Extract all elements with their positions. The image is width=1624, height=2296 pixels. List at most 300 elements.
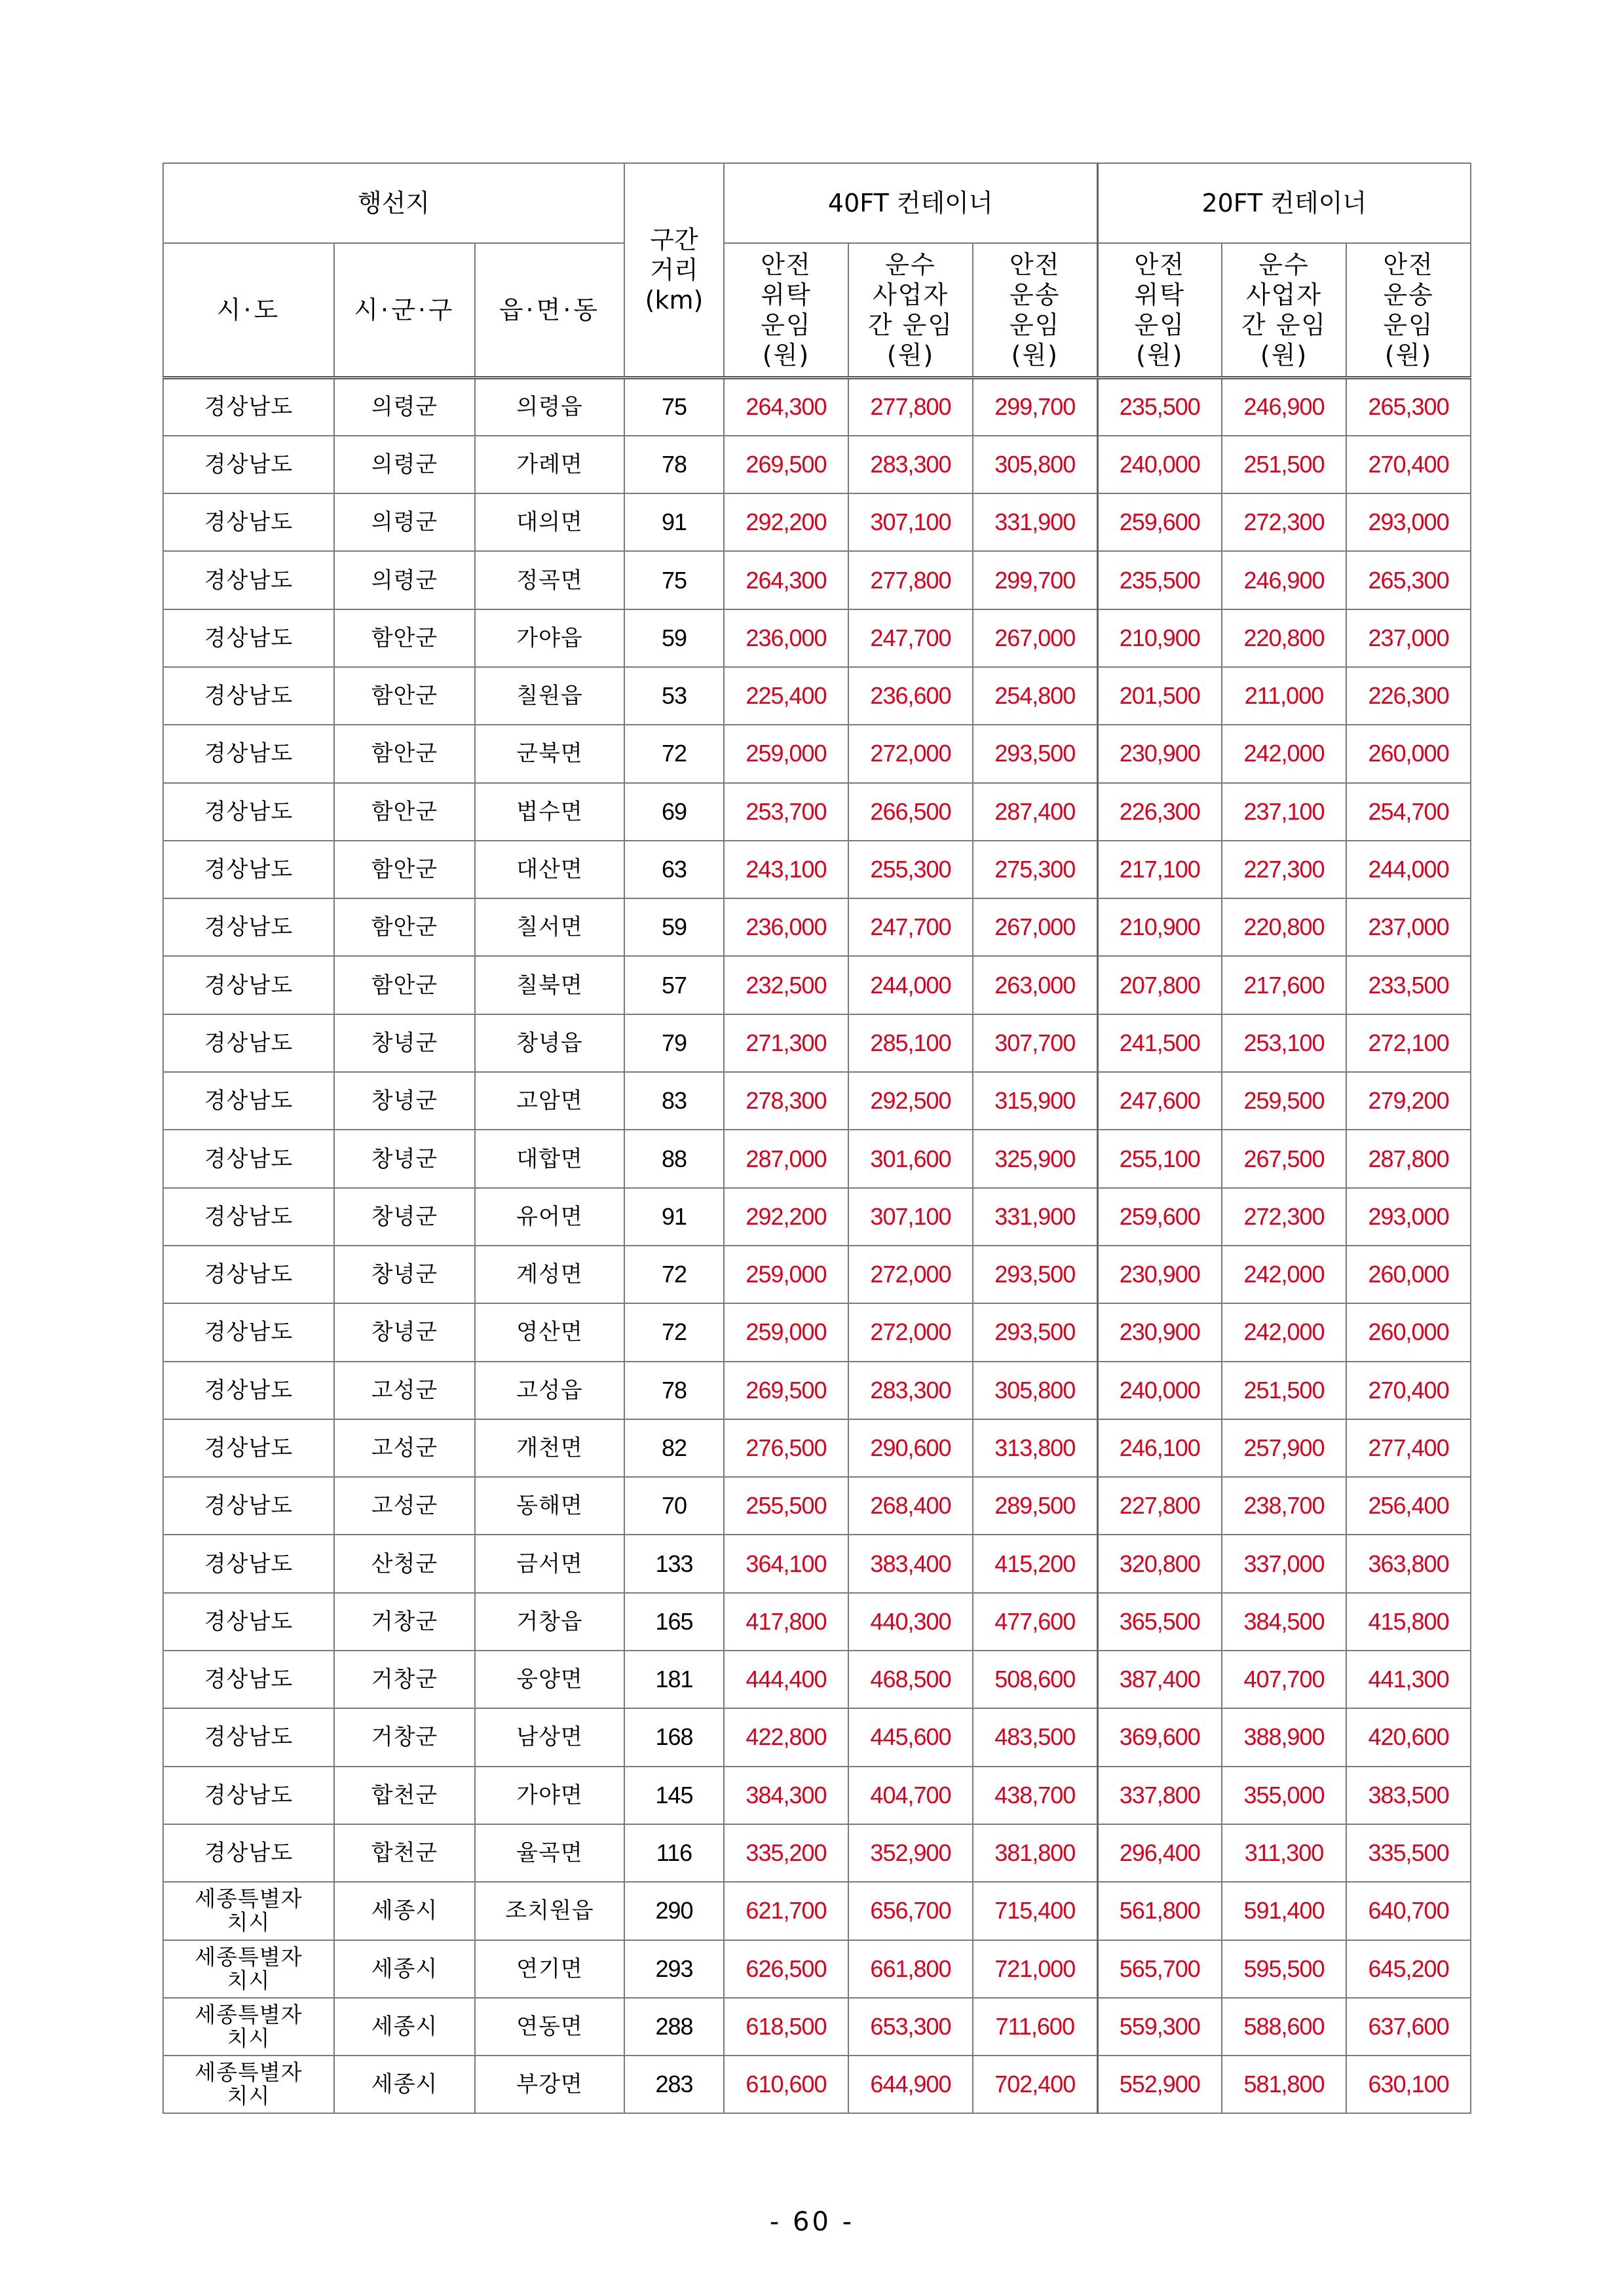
- table-row: [163, 1882, 1471, 1940]
- eupmyeondong-cell: 의령읍: [475, 378, 624, 436]
- ft40-safe-consign-cell: 278,300: [724, 1072, 848, 1130]
- distance-cell: 91: [624, 1188, 724, 1246]
- eupmyeondong-cell: 칠원읍: [475, 667, 624, 725]
- ft20-safe-transport-cell: 260,000: [1346, 1303, 1471, 1361]
- eupmyeondong-cell: 대산면: [475, 841, 624, 898]
- ft40-carrier-cell: 661,800: [848, 1940, 973, 1998]
- table-row: [163, 1824, 1471, 1882]
- eupmyeondong-cell: 부강면: [475, 2056, 624, 2113]
- page-number: - 60 -: [769, 2207, 855, 2237]
- sido-cell: 경상남도: [163, 551, 334, 609]
- sigungu-cell: 함안군: [334, 841, 475, 898]
- ft20-carrier-cell: 257,900: [1222, 1419, 1346, 1477]
- ft20-carrier-cell: 355,000: [1222, 1767, 1346, 1824]
- ft40-safe-consign-cell: 232,500: [724, 956, 848, 1014]
- ft20-carrier-cell: 242,000: [1222, 725, 1346, 782]
- sigungu-cell: 의령군: [334, 436, 475, 493]
- distance-cell: 91: [624, 493, 724, 551]
- distance-cell: 116: [624, 1824, 724, 1882]
- ft20-safe-consign-cell: 296,400: [1097, 1824, 1222, 1882]
- eupmyeondong-cell: 계성면: [475, 1246, 624, 1303]
- ft40-carrier-header: 운수 사업자 간 운임 (원): [848, 243, 973, 378]
- sido-cell: 경상남도: [163, 1651, 334, 1708]
- ft20-carrier-header: 운수 사업자 간 운임 (원): [1222, 243, 1346, 378]
- distance-cell: 72: [624, 1303, 724, 1361]
- ft20-safe-consign-cell: 230,900: [1097, 1246, 1222, 1303]
- ft40-carrier-cell: 292,500: [848, 1072, 973, 1130]
- sigungu-cell: 거창군: [334, 1708, 475, 1766]
- table-row: [163, 1708, 1471, 1766]
- distance-cell: 293: [624, 1940, 724, 1998]
- eupmyeondong-cell: 칠서면: [475, 898, 624, 956]
- ft40-safe-consign-cell: 335,200: [724, 1824, 848, 1882]
- ft40-safe-consign-cell: 384,300: [724, 1767, 848, 1824]
- ft20-carrier-cell: 238,700: [1222, 1477, 1346, 1535]
- distance-cell: 82: [624, 1419, 724, 1477]
- eupmyeondong-cell: 가야면: [475, 1767, 624, 1824]
- sido-cell: 세종특별자 치시: [163, 1998, 334, 2056]
- distance-cell: 70: [624, 1477, 724, 1535]
- ft20-header: 20FT 컨테이너: [1097, 163, 1471, 243]
- ft40-safe-transport-cell: 483,500: [973, 1708, 1097, 1766]
- ft40-safe-transport-cell: 293,500: [973, 1246, 1097, 1303]
- sigungu-cell: 함안군: [334, 609, 475, 667]
- ft20-safe-transport-cell: 640,700: [1346, 1882, 1471, 1940]
- table-row: [163, 1998, 1471, 2056]
- ft20-safe-transport-cell: 226,300: [1346, 667, 1471, 725]
- ft20-carrier-cell: 220,800: [1222, 898, 1346, 956]
- table-row: [163, 551, 1471, 609]
- ft20-carrier-cell: 384,500: [1222, 1593, 1346, 1651]
- ft20-safe-transport-cell: 256,400: [1346, 1477, 1471, 1535]
- ft20-safe-consign-cell: 246,100: [1097, 1419, 1222, 1477]
- table-row: [163, 783, 1471, 841]
- ft40-safe-transport-cell: 293,500: [973, 725, 1097, 782]
- ft20-safe-transport-cell: 363,800: [1346, 1535, 1471, 1592]
- sigungu-cell: 의령군: [334, 378, 475, 436]
- sido-cell: 경상남도: [163, 1767, 334, 1824]
- sigungu-cell: 고성군: [334, 1477, 475, 1535]
- eupmyeondong-cell: 남상면: [475, 1708, 624, 1766]
- eupmyeondong-cell: 영산면: [475, 1303, 624, 1361]
- sigungu-cell: 세종시: [334, 2056, 475, 2113]
- ft20-carrier-cell: 337,000: [1222, 1535, 1346, 1592]
- distance-header: 구간 거리 (km): [624, 163, 724, 378]
- table-row: [163, 1303, 1471, 1361]
- ft40-safe-transport-cell: 299,700: [973, 551, 1097, 609]
- table-row: [163, 725, 1471, 782]
- sigungu-cell: 합천군: [334, 1824, 475, 1882]
- sido-cell: 경상남도: [163, 1072, 334, 1130]
- sido-header: 시·도: [163, 243, 334, 378]
- table-row: [163, 2056, 1471, 2113]
- ft20-safe-consign-cell: 227,800: [1097, 1477, 1222, 1535]
- ft40-safe-consign-cell: 422,800: [724, 1708, 848, 1766]
- ft20-carrier-cell: 259,500: [1222, 1072, 1346, 1130]
- ft40-safe-consign-cell: 225,400: [724, 667, 848, 725]
- ft20-safe-transport-cell: 233,500: [1346, 956, 1471, 1014]
- table-header: [163, 163, 1471, 378]
- sido-cell: 경상남도: [163, 1188, 334, 1246]
- ft40-safe-consign-cell: 269,500: [724, 436, 848, 493]
- table-row: [163, 1130, 1471, 1187]
- ft40-carrier-cell: 268,400: [848, 1477, 973, 1535]
- ft40-safe-transport-cell: 315,900: [973, 1072, 1097, 1130]
- ft40-safe-consign-cell: 417,800: [724, 1593, 848, 1651]
- table-row: [163, 667, 1471, 725]
- distance-cell: 69: [624, 783, 724, 841]
- sigungu-cell: 함안군: [334, 667, 475, 725]
- ft20-safe-transport-cell: 237,000: [1346, 898, 1471, 956]
- table-row: [163, 436, 1471, 493]
- ft40-safe-consign-cell: 243,100: [724, 841, 848, 898]
- sido-cell: 경상남도: [163, 1535, 334, 1592]
- sido-cell: 경상남도: [163, 1824, 334, 1882]
- sigungu-cell: 거창군: [334, 1593, 475, 1651]
- sigungu-cell: 창녕군: [334, 1072, 475, 1130]
- ft40-carrier-cell: 352,900: [848, 1824, 973, 1882]
- ft40-carrier-cell: 404,700: [848, 1767, 973, 1824]
- table-row: [163, 493, 1471, 551]
- ft20-safe-consign-cell: 230,900: [1097, 725, 1222, 782]
- ft20-carrier-cell: 237,100: [1222, 783, 1346, 841]
- eupmyeondong-cell: 창녕읍: [475, 1014, 624, 1072]
- sido-cell: 세종특별자 치시: [163, 2056, 334, 2113]
- ft40-safe-consign-cell: 259,000: [724, 1303, 848, 1361]
- ft40-safe-transport-cell: 313,800: [973, 1419, 1097, 1477]
- distance-cell: 88: [624, 1130, 724, 1187]
- ft20-carrier-cell: 217,600: [1222, 956, 1346, 1014]
- eupmyeondong-cell: 고암면: [475, 1072, 624, 1130]
- ft20-safe-transport-cell: 293,000: [1346, 1188, 1471, 1246]
- eupmyeondong-cell: 정곡면: [475, 551, 624, 609]
- eupmyeondong-cell: 칠북면: [475, 956, 624, 1014]
- distance-cell: 72: [624, 725, 724, 782]
- ft20-safe-transport-cell: 254,700: [1346, 783, 1471, 841]
- ft40-carrier-cell: 307,100: [848, 493, 973, 551]
- ft40-carrier-cell: 440,300: [848, 1593, 973, 1651]
- sido-cell: 경상남도: [163, 1303, 334, 1361]
- ft40-safe-transport-cell: 415,200: [973, 1535, 1097, 1592]
- ft20-safe-transport-cell: 383,500: [1346, 1767, 1471, 1824]
- sigungu-cell: 의령군: [334, 551, 475, 609]
- ft40-safe-transport-cell: 299,700: [973, 378, 1097, 436]
- ft40-header: 40FT 컨테이너: [724, 163, 1097, 243]
- ft40-safe-transport-cell: 721,000: [973, 1940, 1097, 1998]
- ft20-safe-consign-cell: 226,300: [1097, 783, 1222, 841]
- ft40-safe-consign-cell: 271,300: [724, 1014, 848, 1072]
- ft20-carrier-cell: 246,900: [1222, 378, 1346, 436]
- ft40-carrier-cell: 272,000: [848, 1303, 973, 1361]
- ft40-safe-consign-cell: 287,000: [724, 1130, 848, 1187]
- ft20-carrier-cell: 591,400: [1222, 1882, 1346, 1940]
- table-body: [163, 378, 1471, 2114]
- eupmyeondong-cell: 율곡면: [475, 1824, 624, 1882]
- ft40-safe-transport-cell: 289,500: [973, 1477, 1097, 1535]
- sigungu-cell: 창녕군: [334, 1246, 475, 1303]
- ft40-safe-transport-header: 안전 운송 운임 (원): [973, 243, 1097, 378]
- sigungu-cell: 함안군: [334, 898, 475, 956]
- ft40-carrier-cell: 290,600: [848, 1419, 973, 1477]
- ft40-carrier-cell: 272,000: [848, 725, 973, 782]
- ft20-safe-consign-cell: 247,600: [1097, 1072, 1222, 1130]
- ft20-safe-consign-cell: 240,000: [1097, 1362, 1222, 1419]
- ft40-safe-consign-cell: 364,100: [724, 1535, 848, 1592]
- sido-cell: 경상남도: [163, 1014, 334, 1072]
- ft40-safe-transport-cell: 267,000: [973, 609, 1097, 667]
- ft40-carrier-cell: 656,700: [848, 1882, 973, 1940]
- table-row: [163, 956, 1471, 1014]
- ft40-carrier-cell: 307,100: [848, 1188, 973, 1246]
- ft40-carrier-cell: 277,800: [848, 378, 973, 436]
- ft20-safe-consign-cell: 235,500: [1097, 378, 1222, 436]
- sigungu-cell: 산청군: [334, 1535, 475, 1592]
- table-row: [163, 1419, 1471, 1477]
- ft20-safe-consign-cell: 369,600: [1097, 1708, 1222, 1766]
- ft20-carrier-cell: 253,100: [1222, 1014, 1346, 1072]
- distance-cell: 57: [624, 956, 724, 1014]
- ft20-safe-transport-cell: 237,000: [1346, 609, 1471, 667]
- ft40-carrier-cell: 644,900: [848, 2056, 973, 2113]
- ft20-carrier-cell: 407,700: [1222, 1651, 1346, 1708]
- ft40-safe-transport-cell: 267,000: [973, 898, 1097, 956]
- sigungu-cell: 함안군: [334, 725, 475, 782]
- ft20-safe-transport-cell: 265,300: [1346, 378, 1471, 436]
- distance-cell: 63: [624, 841, 724, 898]
- ft40-safe-consign-cell: 264,300: [724, 378, 848, 436]
- ft40-safe-consign-cell: 610,600: [724, 2056, 848, 2113]
- sigungu-header: 시·군·구: [334, 243, 475, 378]
- ft20-safe-consign-cell: 320,800: [1097, 1535, 1222, 1592]
- ft40-safe-transport-cell: 325,900: [973, 1130, 1097, 1187]
- ft40-safe-transport-cell: 293,500: [973, 1303, 1097, 1361]
- ft20-safe-transport-cell: 272,100: [1346, 1014, 1471, 1072]
- sido-cell: 경상남도: [163, 436, 334, 493]
- sigungu-cell: 창녕군: [334, 1303, 475, 1361]
- ft20-carrier-cell: 311,300: [1222, 1824, 1346, 1882]
- ft40-carrier-cell: 383,400: [848, 1535, 973, 1592]
- ft40-carrier-cell: 272,000: [848, 1246, 973, 1303]
- ft40-safe-consign-cell: 292,200: [724, 493, 848, 551]
- sido-cell: 경상남도: [163, 956, 334, 1014]
- sido-cell: 경상남도: [163, 609, 334, 667]
- eupmyeondong-cell: 거창읍: [475, 1593, 624, 1651]
- destination-header: 행선지: [163, 163, 624, 243]
- ft20-carrier-cell: 251,500: [1222, 1362, 1346, 1419]
- ft20-safe-transport-cell: 335,500: [1346, 1824, 1471, 1882]
- sigungu-cell: 함안군: [334, 956, 475, 1014]
- ft40-safe-consign-cell: 276,500: [724, 1419, 848, 1477]
- ft20-carrier-cell: 581,800: [1222, 2056, 1346, 2113]
- ft20-carrier-cell: 272,300: [1222, 493, 1346, 551]
- ft20-safe-transport-cell: 645,200: [1346, 1940, 1471, 1998]
- ft20-safe-consign-cell: 230,900: [1097, 1303, 1222, 1361]
- sigungu-cell: 고성군: [334, 1419, 475, 1477]
- table-row: [163, 1477, 1471, 1535]
- sido-cell: 경상남도: [163, 1708, 334, 1766]
- table-row: [163, 1188, 1471, 1246]
- freight-rate-table: [162, 163, 1471, 2114]
- table-row: [163, 1362, 1471, 1419]
- ft40-safe-consign-cell: 269,500: [724, 1362, 848, 1419]
- eupmyeondong-header: 읍·면·동: [475, 243, 624, 378]
- ft20-carrier-cell: 588,600: [1222, 1998, 1346, 2056]
- sido-cell: 경상남도: [163, 1419, 334, 1477]
- distance-cell: 181: [624, 1651, 724, 1708]
- ft20-carrier-cell: 242,000: [1222, 1246, 1346, 1303]
- ft20-safe-transport-cell: 244,000: [1346, 841, 1471, 898]
- table-row: [163, 1014, 1471, 1072]
- sido-cell: 경상남도: [163, 783, 334, 841]
- table-row: [163, 841, 1471, 898]
- sigungu-cell: 세종시: [334, 1998, 475, 2056]
- ft20-safe-consign-cell: 201,500: [1097, 667, 1222, 725]
- distance-cell: 288: [624, 1998, 724, 2056]
- sido-cell: 경상남도: [163, 493, 334, 551]
- ft40-safe-consign-cell: 626,500: [724, 1940, 848, 1998]
- distance-cell: 59: [624, 898, 724, 956]
- distance-cell: 133: [624, 1535, 724, 1592]
- table-row: [163, 1072, 1471, 1130]
- table-row: [163, 1593, 1471, 1651]
- ft20-carrier-cell: 595,500: [1222, 1940, 1346, 1998]
- ft20-carrier-cell: 220,800: [1222, 609, 1346, 667]
- ft40-safe-consign-cell: 444,400: [724, 1651, 848, 1708]
- eupmyeondong-cell: 조치원읍: [475, 1882, 624, 1940]
- ft20-safe-consign-cell: 387,400: [1097, 1651, 1222, 1708]
- ft20-carrier-cell: 267,500: [1222, 1130, 1346, 1187]
- ft40-carrier-cell: 277,800: [848, 551, 973, 609]
- sigungu-cell: 세종시: [334, 1940, 475, 1998]
- ft20-safe-consign-cell: 210,900: [1097, 898, 1222, 956]
- sido-cell: 경상남도: [163, 1362, 334, 1419]
- eupmyeondong-cell: 고성읍: [475, 1362, 624, 1419]
- ft40-carrier-cell: 283,300: [848, 436, 973, 493]
- ft40-safe-consign-cell: 255,500: [724, 1477, 848, 1535]
- ft40-safe-consign-cell: 259,000: [724, 725, 848, 782]
- ft20-safe-transport-cell: 270,400: [1346, 1362, 1471, 1419]
- ft40-safe-transport-cell: 331,900: [973, 1188, 1097, 1246]
- ft20-carrier-cell: 211,000: [1222, 667, 1346, 725]
- ft40-carrier-cell: 266,500: [848, 783, 973, 841]
- ft40-carrier-cell: 247,700: [848, 609, 973, 667]
- ft40-carrier-cell: 445,600: [848, 1708, 973, 1766]
- sigungu-cell: 합천군: [334, 1767, 475, 1824]
- distance-cell: 78: [624, 436, 724, 493]
- ft40-safe-transport-cell: 508,600: [973, 1651, 1097, 1708]
- eupmyeondong-cell: 금서면: [475, 1535, 624, 1592]
- ft40-safe-consign-cell: 264,300: [724, 551, 848, 609]
- table-row: [163, 1940, 1471, 1998]
- ft20-safe-transport-cell: 260,000: [1346, 725, 1471, 782]
- sigungu-cell: 거창군: [334, 1651, 475, 1708]
- ft20-safe-transport-cell: 630,100: [1346, 2056, 1471, 2113]
- ft40-safe-transport-cell: 331,900: [973, 493, 1097, 551]
- ft20-safe-transport-cell: 420,600: [1346, 1708, 1471, 1766]
- ft20-safe-consign-cell: 559,300: [1097, 1998, 1222, 2056]
- sido-cell: 경상남도: [163, 378, 334, 436]
- ft40-safe-transport-cell: 715,400: [973, 1882, 1097, 1940]
- eupmyeondong-cell: 가례면: [475, 436, 624, 493]
- sigungu-cell: 의령군: [334, 493, 475, 551]
- ft40-safe-transport-cell: 254,800: [973, 667, 1097, 725]
- distance-cell: 59: [624, 609, 724, 667]
- ft40-safe-transport-cell: 263,000: [973, 956, 1097, 1014]
- sigungu-cell: 고성군: [334, 1362, 475, 1419]
- sido-cell: 경상남도: [163, 667, 334, 725]
- ft20-safe-consign-cell: 240,000: [1097, 436, 1222, 493]
- ft40-safe-transport-cell: 307,700: [973, 1014, 1097, 1072]
- ft20-safe-consign-cell: 565,700: [1097, 1940, 1222, 1998]
- eupmyeondong-cell: 웅양면: [475, 1651, 624, 1708]
- ft20-safe-transport-cell: 277,400: [1346, 1419, 1471, 1477]
- ft20-safe-transport-cell: 293,000: [1346, 493, 1471, 551]
- ft40-safe-consign-cell: 618,500: [724, 1998, 848, 2056]
- ft20-safe-transport-cell: 287,800: [1346, 1130, 1471, 1187]
- eupmyeondong-cell: 대의면: [475, 493, 624, 551]
- ft20-carrier-cell: 246,900: [1222, 551, 1346, 609]
- distance-cell: 83: [624, 1072, 724, 1130]
- distance-cell: 290: [624, 1882, 724, 1940]
- eupmyeondong-cell: 연동면: [475, 1998, 624, 2056]
- table-row: [163, 1246, 1471, 1303]
- eupmyeondong-cell: 대합면: [475, 1130, 624, 1187]
- ft40-safe-transport-cell: 438,700: [973, 1767, 1097, 1824]
- ft40-safe-transport-cell: 275,300: [973, 841, 1097, 898]
- ft20-safe-transport-cell: 415,800: [1346, 1593, 1471, 1651]
- eupmyeondong-cell: 군북면: [475, 725, 624, 782]
- ft20-safe-transport-cell: 279,200: [1346, 1072, 1471, 1130]
- ft20-carrier-cell: 388,900: [1222, 1708, 1346, 1766]
- ft40-safe-consign-header: 안전 위탁 운임 (원): [724, 243, 848, 378]
- ft40-safe-transport-cell: 702,400: [973, 2056, 1097, 2113]
- ft20-safe-consign-cell: 259,600: [1097, 1188, 1222, 1246]
- ft20-safe-consign-cell: 207,800: [1097, 956, 1222, 1014]
- distance-cell: 168: [624, 1708, 724, 1766]
- ft40-safe-consign-cell: 236,000: [724, 898, 848, 956]
- sido-cell: 세종특별자 치시: [163, 1940, 334, 1998]
- ft40-carrier-cell: 285,100: [848, 1014, 973, 1072]
- ft40-safe-transport-cell: 287,400: [973, 783, 1097, 841]
- sigungu-cell: 세종시: [334, 1882, 475, 1940]
- ft20-safe-consign-cell: 552,900: [1097, 2056, 1222, 2113]
- ft20-carrier-cell: 272,300: [1222, 1188, 1346, 1246]
- eupmyeondong-cell: 연기면: [475, 1940, 624, 1998]
- ft40-carrier-cell: 247,700: [848, 898, 973, 956]
- distance-cell: 75: [624, 378, 724, 436]
- distance-cell: 78: [624, 1362, 724, 1419]
- ft20-safe-consign-cell: 217,100: [1097, 841, 1222, 898]
- sido-cell: 경상남도: [163, 1130, 334, 1187]
- ft40-carrier-cell: 283,300: [848, 1362, 973, 1419]
- ft40-safe-transport-cell: 305,800: [973, 436, 1097, 493]
- sido-cell: 경상남도: [163, 725, 334, 782]
- ft40-safe-transport-cell: 305,800: [973, 1362, 1097, 1419]
- distance-cell: 283: [624, 2056, 724, 2113]
- table-row: [163, 1535, 1471, 1592]
- ft20-safe-transport-cell: 265,300: [1346, 551, 1471, 609]
- table-row: [163, 1651, 1471, 1708]
- distance-cell: 165: [624, 1593, 724, 1651]
- ft40-safe-consign-cell: 621,700: [724, 1882, 848, 1940]
- ft20-safe-consign-cell: 365,500: [1097, 1593, 1222, 1651]
- ft40-safe-transport-cell: 477,600: [973, 1593, 1097, 1651]
- ft40-carrier-cell: 244,000: [848, 956, 973, 1014]
- ft20-safe-transport-cell: 637,600: [1346, 1998, 1471, 2056]
- ft40-safe-consign-cell: 259,000: [724, 1246, 848, 1303]
- ft20-carrier-cell: 251,500: [1222, 436, 1346, 493]
- ft40-carrier-cell: 301,600: [848, 1130, 973, 1187]
